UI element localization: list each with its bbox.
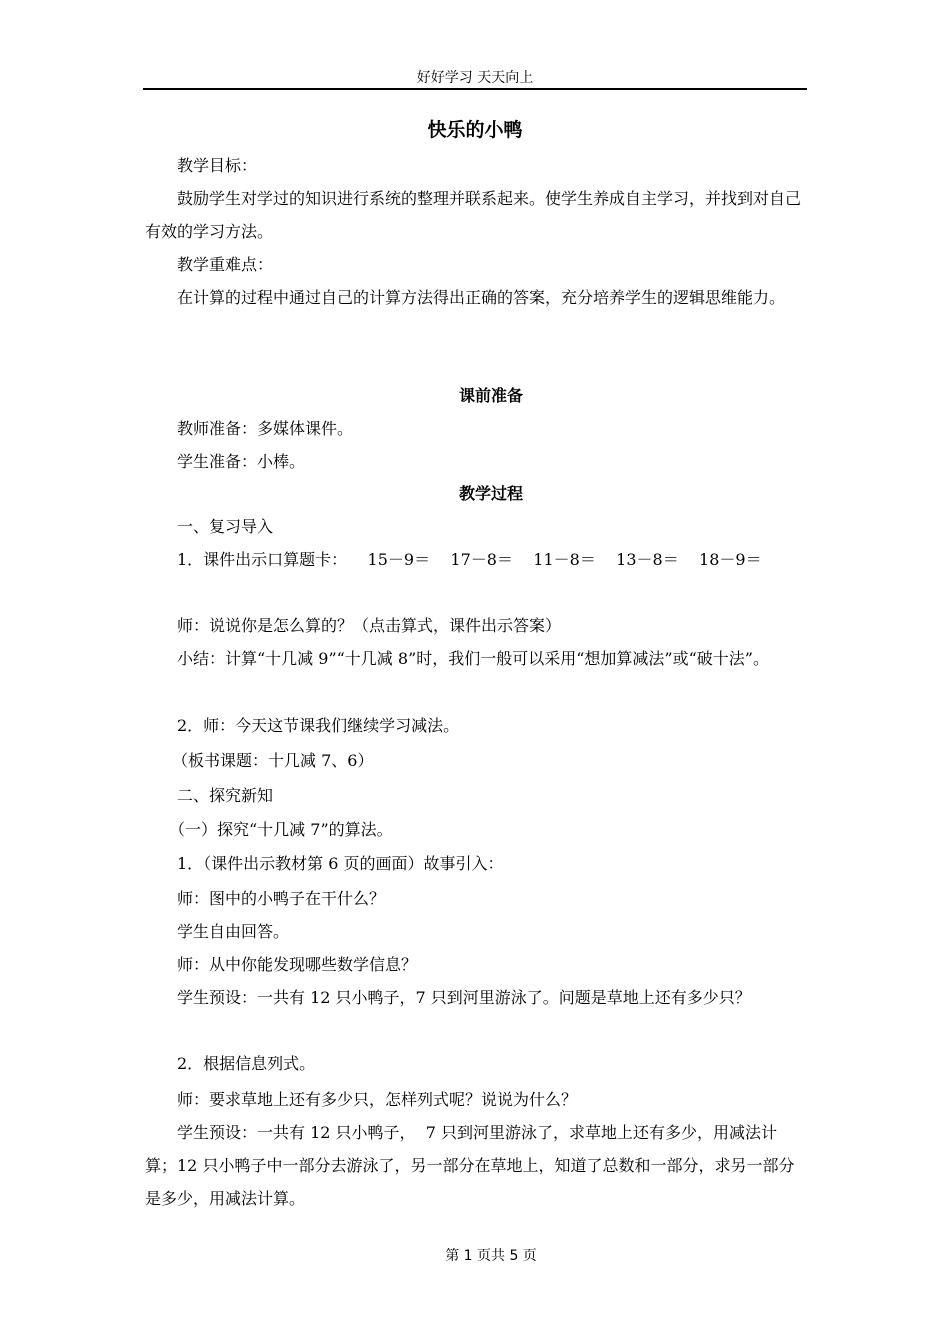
paragraph: 学生自由回答。	[177, 922, 290, 941]
document-title: 快乐的小鸭	[427, 119, 523, 141]
paragraph: （板书课题：十几减 7、6）	[172, 751, 374, 770]
paragraph: 学生准备：小棒。	[177, 452, 306, 471]
paragraph: 师：从中你能发现哪些数学信息？	[177, 955, 418, 974]
paragraph: 鼓励学生对学过的知识进行系统的整理并联系起来。使学生养成自主学习，并找到对自己有效的学习方法。	[145, 189, 802, 241]
paragraph: 小结：计算“十几减 9”“十几减 8”时，我们一般可以采用“想加算减法”或“破十法”。	[177, 649, 769, 668]
paragraph: 二、探究新知	[177, 786, 274, 805]
paragraph: 师：要求草地上还有多少只，怎样列式呢？说说为什么？	[177, 1090, 578, 1109]
paragraph: 2．师：今天这节课我们继续学习减法。	[177, 716, 460, 735]
page-footer: 第 1 页共 5 页	[445, 1248, 537, 1264]
header-rule	[143, 88, 807, 90]
paragraph: 一、复习导入	[177, 517, 274, 536]
paragraph: 1．课件出示口算题卡： 15－9＝ 17－8＝ 11－8＝ 13－8＝ 18－9＝	[177, 550, 762, 569]
paragraph: 学生预设：一共有 12 只小鸭子， 7 只到河里游泳了，求草地上还有多少，用减法计算；12 只小鸭子中一部分去游泳了，另一部分在草地上，知道了总数和一部分，求另一部分是多少，用减法计算。	[145, 1123, 795, 1208]
paragraph: 教师准备：多媒体课件。	[177, 419, 354, 438]
paragraph: 学生预设：一共有 12 只小鸭子，7 只到河里游泳了。问题是草地上还有多少只？	[177, 988, 751, 1007]
paragraph: 在计算的过程中通过自己的计算方法得出正确的答案，充分培养学生的逻辑思维能力。	[177, 288, 786, 307]
paragraph: 2．根据信息列式。	[177, 1054, 316, 1073]
section-heading-process: 教学过程	[458, 484, 523, 503]
section-heading-prep: 课前准备	[458, 386, 523, 405]
paragraph: （一）探究“十几减 7”的算法。	[169, 820, 393, 839]
page-header: 好好学习 天天向上	[416, 70, 534, 86]
paragraph: 教学目标：	[177, 156, 258, 175]
paragraph: 师：说说你是怎么算的？（点击算式，课件出示答案）	[177, 616, 562, 635]
paragraph: 1．（课件出示教材第 6 页的画面）故事引入：	[177, 854, 504, 873]
paragraph: 师：图中的小鸭子在干什么？	[177, 889, 386, 908]
paragraph: 教学重难点：	[177, 255, 274, 274]
